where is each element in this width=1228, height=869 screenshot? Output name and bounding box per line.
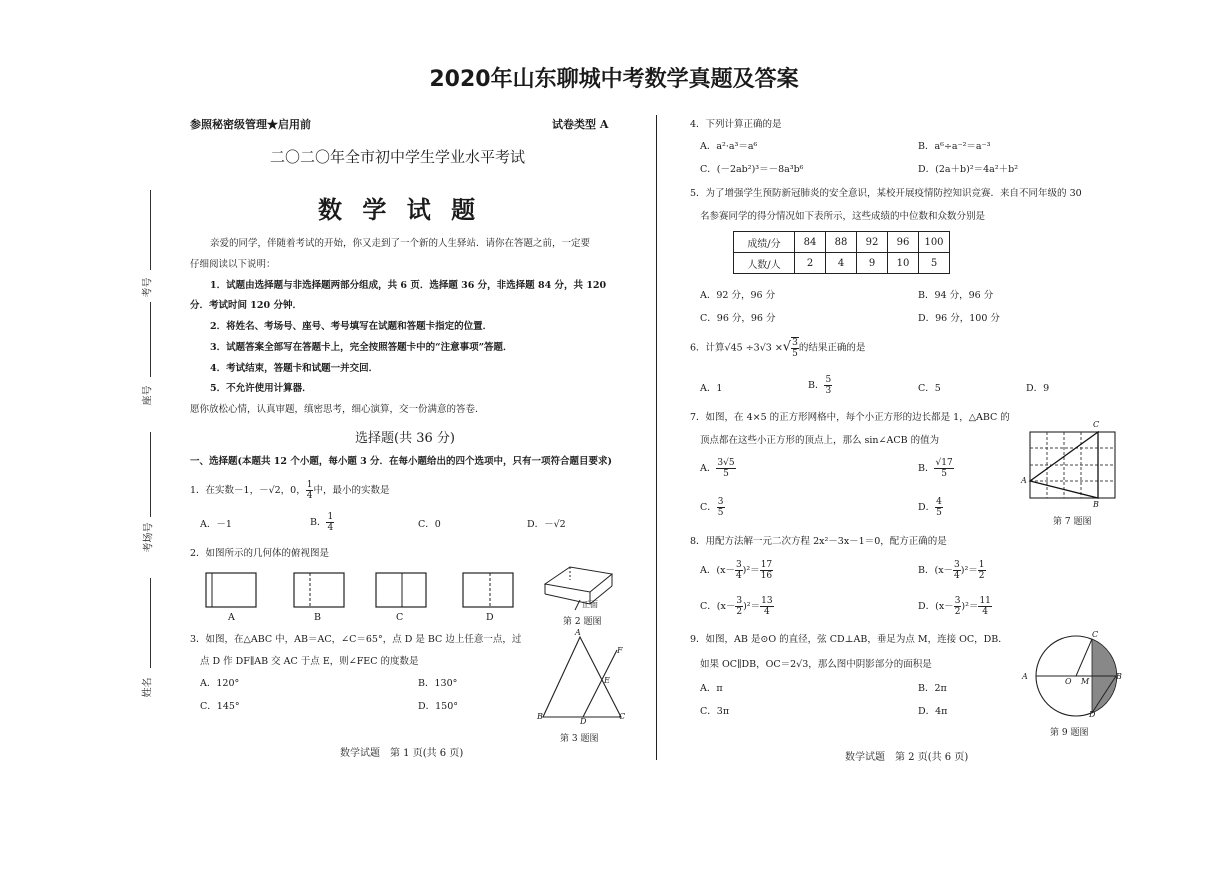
q8-option-a [700, 560, 773, 581]
q2-fig-a [206, 573, 256, 607]
q9-point-a: A [1022, 672, 1028, 681]
margin-line [150, 190, 151, 270]
q8-d-rhs [978, 596, 991, 617]
table-row [734, 232, 950, 253]
q1-option-b [310, 512, 334, 533]
q6-stem [690, 337, 865, 359]
q9-point-d: D [1089, 710, 1096, 719]
q3-figure-caption: 第 3 题图 [560, 734, 599, 744]
q1-option-b-fraction [326, 512, 334, 533]
q9-stem-b: 如果 OC∥DB，OC＝2√3，那么图中阴影部分的面积是 [700, 659, 932, 670]
rule-3: 3．试题答案全部写在答题卡上，完全按照答题卡中的“注意事项”答题． [210, 342, 513, 353]
q7-b-den: 5 [941, 469, 947, 479]
margin-line [150, 302, 151, 377]
q7-stem-b: 顶点都在这些小正方形的顶点上，那么 sin∠ACB 的值为 [700, 435, 940, 446]
q8-d-fd: 2 [954, 607, 961, 617]
q5-stem-b: 名参赛同学的得分情况如下表所示，这些成绩的中位数和众数分别是 [700, 211, 986, 222]
q2-fig-b [294, 573, 344, 607]
q2-label-d: D [486, 612, 494, 623]
q6-option-a: A．1 [700, 383, 723, 394]
q7-point-a: A [1021, 476, 1027, 485]
q3-point-d: D [580, 717, 587, 726]
q8-d-mid: )²＝ [961, 601, 979, 612]
q9-option-d: D．4π [918, 706, 948, 717]
q7-a-den: 5 [723, 469, 729, 479]
q8-c-mid: )²＝ [743, 601, 761, 612]
q3-option-c: C．145° [200, 701, 240, 712]
q8-a-rn: 17 [760, 560, 773, 570]
rule-5: 5．不允许使用计算器． [210, 383, 312, 394]
q5-option-b: B．94 分，96 分 [918, 290, 994, 301]
q8-a-rhs [760, 560, 773, 581]
q8-d-left: D．(x－ [918, 601, 954, 612]
q7-b-num: √17 [935, 458, 953, 468]
table-cell: 96 [888, 232, 919, 253]
wish-line: 愿你放松心情，认真审题，缜密思考，细心演算，交一份满意的答卷． [190, 404, 485, 415]
q8-option-d [918, 596, 992, 617]
q9-point-m: M [1081, 677, 1090, 686]
q6-stem-a: 6．计算√45 ÷3√3 × [690, 342, 783, 354]
q8-c-rd: 4 [763, 607, 770, 617]
rule-1b: 分．考试时间 120 分钟． [190, 300, 302, 311]
q7-d-num: 4 [936, 497, 942, 507]
table-cell: 成绩/分 [734, 232, 795, 253]
table-cell: 5 [919, 253, 950, 274]
q6-b-den: 3 [825, 386, 832, 396]
q7-option-b [918, 458, 954, 479]
q5-stem-a: 5．为了增强学生预防新冠肺炎的安全意识，某校开展疫情防控知识竞赛．来自不同年级的 30 [690, 188, 1082, 199]
table-cell: 10 [888, 253, 919, 274]
q8-option-c [700, 596, 774, 617]
sqrt-sign-icon: √ [782, 339, 792, 355]
rule-1a: 1．试题由选择题与非选择题两部分组成，共 6 页．选择题 36 分，非选择题 84 分，共 120 [210, 280, 607, 291]
q6-option-c: C．5 [918, 383, 941, 394]
q8-b-left: B．(x－ [918, 565, 954, 576]
table-cell: 2 [795, 253, 826, 274]
q8-a-mid: )²＝ [742, 565, 760, 576]
q8-b-rn: 1 [978, 560, 985, 570]
table-cell: 84 [795, 232, 826, 253]
document-title: 2020年山东聊城中考数学真题及答案 [429, 67, 799, 92]
q4-stem: 4．下列计算正确的是 [690, 119, 782, 130]
q7-option-d-fraction [935, 497, 943, 518]
table-cell: 92 [857, 232, 888, 253]
q8-c-fd: 2 [736, 607, 743, 617]
q7-option-a-prefix: A． [700, 463, 717, 474]
side-label-room: 考场号 [143, 522, 155, 553]
q5-score-table [733, 231, 950, 274]
table-cell: 100 [919, 232, 950, 253]
q1-stem-b: 中，最小的实数是 [313, 485, 390, 496]
q9-circle-figure [1030, 635, 1126, 717]
q7-c-num: 3 [717, 497, 724, 507]
q8-a-fraction [735, 560, 743, 581]
section-desc: 一、选择题(本题共 12 个小题，每小题 3 分．在每小题给出的四个选项中，只有一项符合题目要求) [190, 456, 613, 467]
q4-option-d: D．(2a＋b)²＝4a²＋b² [918, 164, 1019, 175]
intro-line-1: 亲爱的同学，伴随着考试的开始，你又走到了一个新的人生驿站．请你在答题之前，一定要 [210, 238, 591, 249]
q3-point-f: F [617, 646, 623, 655]
q2-label-c: C [396, 612, 404, 623]
q6-sqrt-num: 3 [792, 338, 798, 348]
q6-b-num: 5 [825, 375, 832, 385]
q7-option-c-prefix: C． [700, 502, 717, 513]
q7-option-a [700, 458, 736, 479]
q1-option-b-prefix: B． [310, 517, 327, 528]
q6-option-b-prefix: B． [808, 380, 825, 391]
q4-option-b: B．a⁶÷a⁻²＝a⁻³ [918, 141, 991, 152]
q2-stem: 2．如图所示的几何体的俯视图是 [190, 548, 330, 559]
q1-stem-a: 1．在实数－1，－√2，0， [190, 485, 306, 496]
table-cell: 人数/人 [734, 253, 795, 274]
q8-b-mid: )²＝ [960, 565, 978, 576]
q7-point-c: C [1093, 420, 1100, 429]
q8-d-fn: 3 [954, 596, 961, 606]
q6-sqrt-den: 5 [792, 349, 798, 359]
table-row [734, 253, 950, 274]
table-cell: 4 [826, 253, 857, 274]
q7-option-b-fraction [934, 458, 953, 479]
q9-option-c: C．3π [700, 706, 730, 717]
q2-fig-d [463, 573, 513, 607]
q7-option-d [918, 497, 943, 518]
margin-line [150, 578, 151, 668]
q4-option-c: C．(－2ab²)³＝－8a³b⁶ [700, 164, 804, 175]
q8-c-rhs [760, 596, 773, 617]
q6-option-b [808, 375, 832, 396]
q3-option-a: A．120° [200, 678, 240, 689]
q7-option-c-fraction [717, 497, 725, 518]
rule-4: 4．考试结束，答题卡和试题一并交回． [210, 363, 379, 374]
q6-option-b-fraction [824, 375, 832, 396]
q7-option-c [700, 497, 725, 518]
q9-figure-caption: 第 9 题图 [1050, 728, 1089, 738]
q7-d-den: 5 [936, 508, 942, 518]
q7-figure-caption: 第 7 题图 [1053, 517, 1092, 527]
q8-d-rn: 11 [979, 596, 991, 606]
q3-stem-b: 点 D 作 DF∥AB 交 AC 于点 E，则∠FEC 的度数是 [200, 656, 419, 667]
margin-line [150, 432, 151, 517]
q1-option-a: A．－1 [200, 519, 232, 530]
right-page-footer: 数学试题 第 2 页(共 6 页) [845, 752, 969, 763]
q3-point-a: A [575, 628, 581, 637]
q3-point-c: C [619, 712, 626, 721]
q1-frac-den: 4 [306, 491, 313, 501]
q8-c-rn: 13 [761, 596, 773, 606]
side-label-seat: 座号 [142, 385, 154, 406]
q9-stem-a: 9．如图，AB 是⊙O 的直径，弦 CD⊥AB，垂足为点 M，连接 OC，DB． [690, 634, 1008, 645]
q7-a-num: 3√5 [717, 458, 735, 468]
secret-label: 参照秘密级管理★启用前 [190, 118, 311, 131]
q1-b-frac-num: 1 [327, 512, 334, 522]
q3-stem-a: 3．如图，在△ABC 中，AB＝AC，∠C＝65°，点 D 是 BC 边上任意一点，过 [190, 634, 522, 645]
q8-b-fraction [953, 560, 961, 581]
q8-c-left: C．(x－ [700, 601, 736, 612]
q8-b-fd: 4 [954, 571, 960, 581]
table-cell: 88 [826, 232, 857, 253]
q7-option-b-prefix: B． [918, 463, 935, 474]
q2-figure-caption: 第 2 题图 [563, 617, 602, 627]
q7-option-d-prefix: D． [918, 502, 936, 513]
subject-title: 数 学 试 题 [318, 196, 482, 224]
q8-a-fd: 4 [735, 571, 742, 581]
q2-label-a: A [228, 612, 235, 623]
table-cell: 9 [857, 253, 888, 274]
q6-sqrt-fraction [791, 337, 799, 359]
paper-type: 试卷类型 A [552, 118, 609, 131]
q5-option-d: D．96 分，100 分 [918, 313, 1000, 324]
q9-point-c: C [1092, 630, 1099, 639]
q2-front-label: 正面 [582, 600, 598, 609]
q9-option-a: A．π [700, 683, 723, 694]
q3-point-e: E [604, 676, 610, 685]
q8-a-left: A．(x－ [700, 565, 735, 576]
q1-frac-num: 1 [306, 480, 313, 490]
q6-option-d: D．9 [1026, 383, 1050, 394]
q4-option-a: A．a²·a³＝a⁶ [700, 141, 758, 152]
q5-option-a: A．92 分，96 分 [700, 290, 776, 301]
q2-fig-c [376, 573, 426, 607]
q1-option-d: D．－√2 [527, 519, 566, 530]
q1-b-frac-den: 4 [327, 523, 334, 533]
q2-label-b: B [314, 612, 321, 623]
q7-c-den: 5 [717, 508, 724, 518]
q1-option-c: C．0 [418, 519, 441, 530]
q8-b-rhs [978, 560, 986, 581]
q7-option-a-fraction [716, 458, 735, 479]
q3-option-d: D．150° [418, 701, 458, 712]
rule-2: 2．将姓名、考场号、座号、考号填写在试题和答题卡指定的位置． [210, 321, 493, 332]
q8-c-fn: 3 [736, 596, 743, 606]
side-label-exam-number: 考号 [142, 277, 154, 298]
q2-option-figures [200, 570, 530, 610]
page-divider [656, 115, 657, 760]
exam-name: 二〇二〇年全市初中学生学业水平考试 [270, 148, 526, 166]
q8-a-rd: 16 [760, 571, 773, 581]
q8-c-fraction [735, 596, 743, 617]
intro-line-2: 仔细阅读以下说明： [190, 259, 276, 270]
section-title: 选择题(共 36 分) [355, 431, 455, 446]
q8-stem: 8．用配方法解一元二次方程 2x²－3x－1＝0，配方正确的是 [690, 536, 947, 547]
q2-solid-figure [540, 562, 620, 612]
q7-point-b: B [1093, 500, 1099, 509]
q1-stem [190, 480, 389, 501]
q7-stem-a: 7．如图，在 4×5 的正方形网格中，每个小正方形的边长都是 1，△ABC 的 [690, 412, 1010, 423]
q8-option-b [918, 560, 986, 581]
q8-a-fn: 3 [735, 560, 742, 570]
left-page-footer: 数学试题 第 1 页(共 6 页) [340, 748, 464, 759]
q9-point-o: O [1065, 677, 1072, 686]
q5-option-c: C．96 分，96 分 [700, 313, 776, 324]
q9-option-b: B．2π [918, 683, 947, 694]
q8-b-rd: 2 [978, 571, 985, 581]
q9-point-b: B [1116, 672, 1122, 681]
q8-d-rd: 4 [982, 607, 989, 617]
q8-b-fn: 3 [954, 560, 960, 570]
q6-stem-b: 的结果正确的是 [798, 342, 866, 354]
q7-grid-figure [1030, 430, 1120, 500]
q3-option-b: B．130° [418, 678, 458, 689]
side-label-name: 姓名 [142, 677, 154, 698]
q3-point-b: B [537, 712, 543, 721]
